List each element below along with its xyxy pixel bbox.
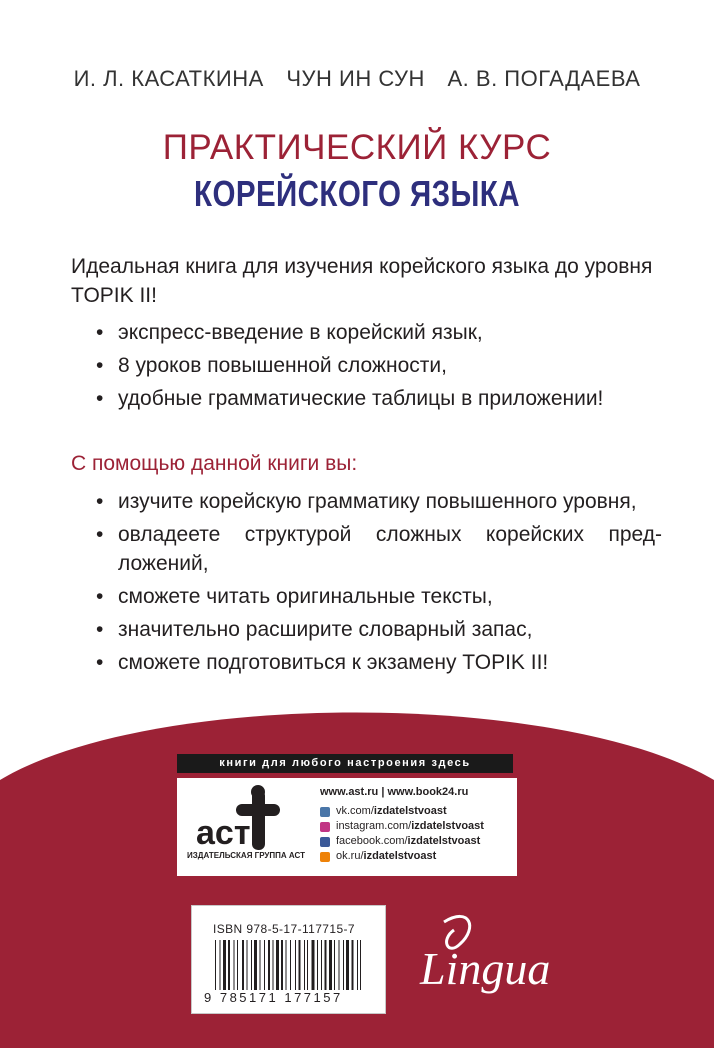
- bullet-icon: •: [96, 523, 104, 546]
- bullet-icon: •: [96, 618, 104, 641]
- publisher-links: [320, 786, 484, 864]
- tagline-banner: книги для любого настроения здесь: [177, 754, 513, 773]
- barcode-number: 9 785171 177157: [204, 990, 343, 1005]
- vk-icon: [320, 807, 330, 817]
- publisher-caption: ИЗДАТЕЛЬСКАЯ ГРУППА АСТ: [187, 851, 305, 860]
- author-1: И. Л. КАСАТКИНА: [73, 66, 264, 91]
- facebook-icon: [320, 837, 330, 847]
- list-item: • овладеете структурой сложных корейских предложений,: [82, 520, 662, 578]
- bullet-icon: •: [96, 387, 104, 410]
- author-2: ЧУН ИН СУН: [286, 66, 425, 91]
- website-links[interactable]: www.ast.ru | www.book24.ru: [320, 786, 469, 798]
- help-heading: С помощью данной книги вы:: [71, 452, 358, 475]
- bullet-icon: •: [96, 354, 104, 377]
- list-item: • изучите корейскую грамматику повышенного уровня,: [82, 487, 662, 516]
- bullet-icon: •: [96, 490, 104, 513]
- social-link-ok[interactable]: ok.ru/ izdatelstvoast: [320, 849, 484, 864]
- intro-text: Идеальная книга для изучения корейского языка до уровня TOPIK II!: [71, 255, 653, 307]
- benefits-list: [82, 487, 662, 681]
- instagram-icon: [320, 822, 330, 832]
- social-link-vk[interactable]: vk.com/ izdatelstvoast: [320, 804, 484, 819]
- list-item: • удобные грамматические таблицы в приложении!: [82, 384, 662, 413]
- list-item: • 8 уроков повышенной сложности,: [82, 351, 662, 380]
- logo-text: аст: [196, 814, 251, 852]
- social-link-instagram[interactable]: instagram.com/ izdatelstvoast: [320, 819, 484, 834]
- list-item: • сможете читать оригинальные тексты,: [82, 582, 662, 611]
- isbn: ISBN 978-5-17-117715-7: [213, 922, 355, 936]
- lingua-logo: [400, 900, 590, 1030]
- isbn-box: [191, 905, 386, 1014]
- author-3: А. В. ПОГАДАЕВА: [447, 66, 641, 91]
- bullet-icon: •: [96, 585, 104, 608]
- bullet-icon: •: [96, 651, 104, 674]
- title-line-1: ПРАКТИЧЕСКИЙ КУРС: [162, 128, 552, 167]
- title-line-2: КОРЕЙСКОГО ЯЗЫКА: [194, 173, 520, 214]
- list-item: • значительно расширите словарный запас,: [82, 615, 662, 644]
- list-item: • сможете подготовиться к экзамену TOPIK II!: [82, 648, 662, 677]
- authors: [0, 66, 714, 92]
- bullet-icon: •: [96, 321, 104, 344]
- ast-logo-icon: [186, 784, 306, 874]
- list-item: • экспресс-введение в корейский язык,: [82, 318, 662, 347]
- social-link-facebook[interactable]: facebook.com/ izdatelstvoast: [320, 834, 484, 849]
- brand-text: Lingua: [420, 943, 551, 994]
- features-list: [82, 318, 662, 417]
- ok-icon: [320, 852, 330, 862]
